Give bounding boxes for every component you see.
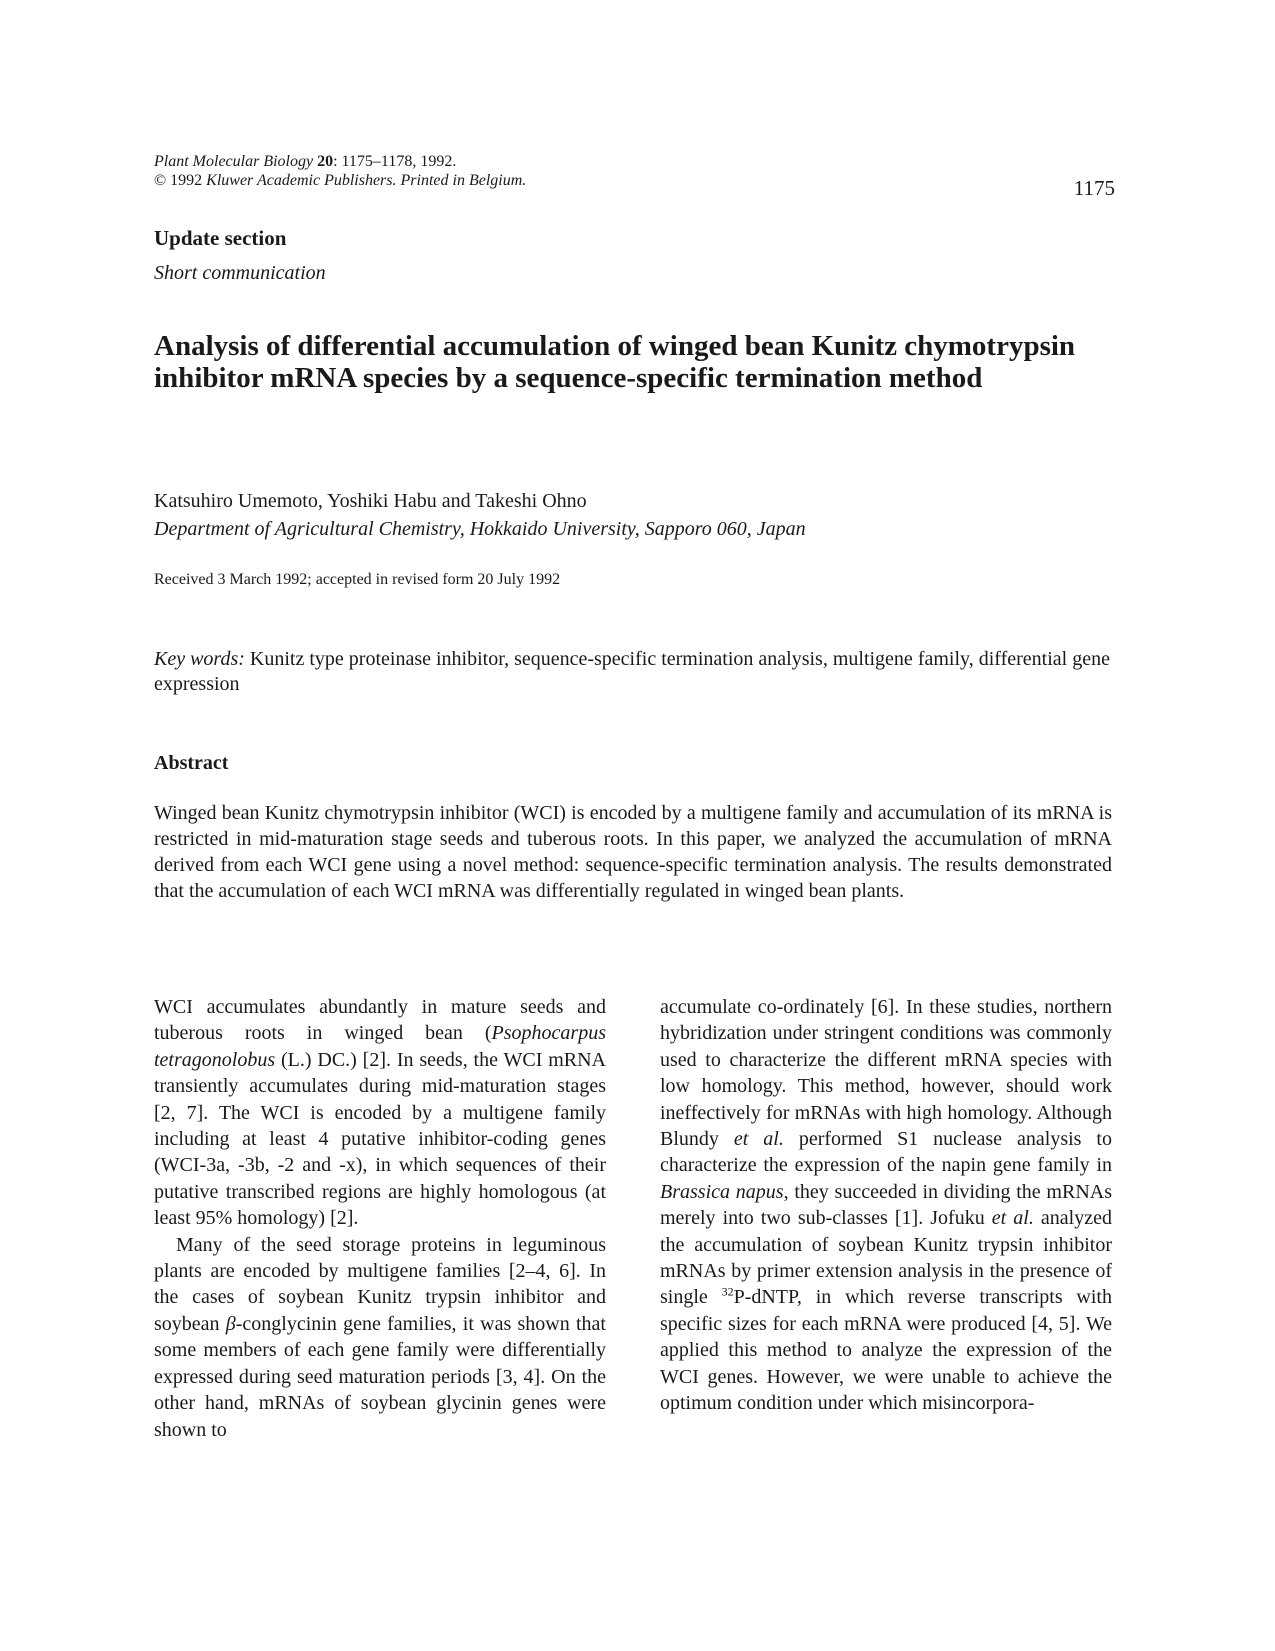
journal-pages-year: : 1175–1178, 1992. [333, 153, 457, 170]
body-left-column [154, 994, 606, 1443]
body-text: analyzed the accumulation of soybean Kunitz trypsin inhibitor mRNAs by primer extension analysis in the presence of single [660, 1207, 1112, 1309]
body-paragraph [154, 1232, 606, 1443]
affiliation: Department of Agricultural Chemistry, Hokkaido University, Sapporo 060, Japan [154, 518, 806, 540]
species-name: Psophocarpus tetragonolobus [154, 1022, 606, 1071]
abstract-heading: Abstract [154, 752, 229, 774]
body-text: WCI accumulates abundantly in mature seeds and tuberous roots in winged bean ( [154, 996, 606, 1045]
section-subtitle: Short communication [154, 262, 326, 284]
received-date: Received 3 March 1992; accepted in revised form 20 July 1992 [154, 571, 561, 588]
journal-citation [154, 152, 456, 171]
section-title: Update section [154, 226, 287, 250]
species-name: Brassica napus [660, 1180, 784, 1203]
et-al: et al. [991, 1207, 1034, 1230]
et-al: et al. [733, 1128, 784, 1151]
article-title: Analysis of differential accumulation of winged bean Kunitz chymotrypsin inhibitor mRNA species by a sequence-specific termination method [154, 330, 1076, 394]
journal-name: Plant Molecular Biology [154, 153, 314, 170]
page-number: 1175 [1073, 176, 1115, 200]
body-text: -conglycinin gene families, it was shown that some members of each gene family were differentially expressed during seed maturation periods [3, 4]. On the other hand, mRNAs of soybean glycinin genes were shown to [154, 1312, 606, 1441]
body-text: accumulate co-ordinately [6]. In these studies, northern hybridization under stringent conditions was commonly used to characterize the different mRNA species with low homology. This method, however, should work ineffectively for mRNAs with high homology. Although Blundy [660, 996, 1112, 1151]
body-paragraph [660, 994, 1112, 1417]
superscript-isotope: 32 [721, 1284, 734, 1299]
keywords-text: Kunitz type proteinase inhibitor, sequence-specific termination analysis, multigene family, differential gene expression [154, 648, 1110, 695]
body-text: (L.) DC.) [2]. In seeds, the WCI mRNA transiently accumulates during mid-maturation stages [2, 7]. The WCI is encoded by a multigene family including at least 4 putative inhibitor-coding genes (WCI-3a, -3b, -2 and -x), in which sequences of their putative transcribed regions are highly homologous (at least 95% homology) [2]. [154, 1048, 606, 1230]
copyright-line [154, 171, 526, 190]
beta-symbol: β [225, 1312, 236, 1335]
publisher: Kluwer Academic Publishers. Printed in Belgium. [206, 172, 527, 189]
body-text: Many of the seed storage proteins in leguminous plants are encoded by multigene families [2–4, 6]. In the cases of soybean Kunitz trypsin inhibitor and soybean [154, 1233, 606, 1335]
body-text: , they succeeded in dividing the mRNAs merely into two sub-classes [1]. Jofuku [660, 1180, 1112, 1230]
journal-volume: 20 [317, 153, 334, 170]
body-text: performed S1 nuclease analysis to characterize the expression of the napin gene family in [660, 1128, 1112, 1177]
abstract-text: Winged bean Kunitz chymotrypsin inhibitor (WCI) is encoded by a multigene family and accumulation of its mRNA is restricted in mid-maturation stage seeds and tuberous roots. In this paper, we analyzed the accumulation of mRNA derived from each WCI gene using a novel method: sequence-specific termination analysis. The results demonstrated that the accumulation of each WCI mRNA was differentially regulated in winged bean plants. [154, 802, 1112, 902]
body-right-column [660, 994, 1112, 1417]
body-paragraph [154, 994, 606, 1232]
copyright-symbol: © [154, 172, 167, 189]
body-text: P-dNTP, in which reverse transcripts with specific sizes for each mRNA were produced [4, 5]. We applied this method to analyze the expression of the WCI genes. However, we were unable to achieve the optimum condition under which misincorpora- [660, 1286, 1112, 1415]
authors: Katsuhiro Umemoto, Yoshiki Habu and Takeshi Ohno [154, 490, 587, 512]
keywords-label: Key words: [154, 648, 245, 670]
keywords [154, 647, 1114, 697]
copyright-year: 1992 [170, 172, 203, 189]
